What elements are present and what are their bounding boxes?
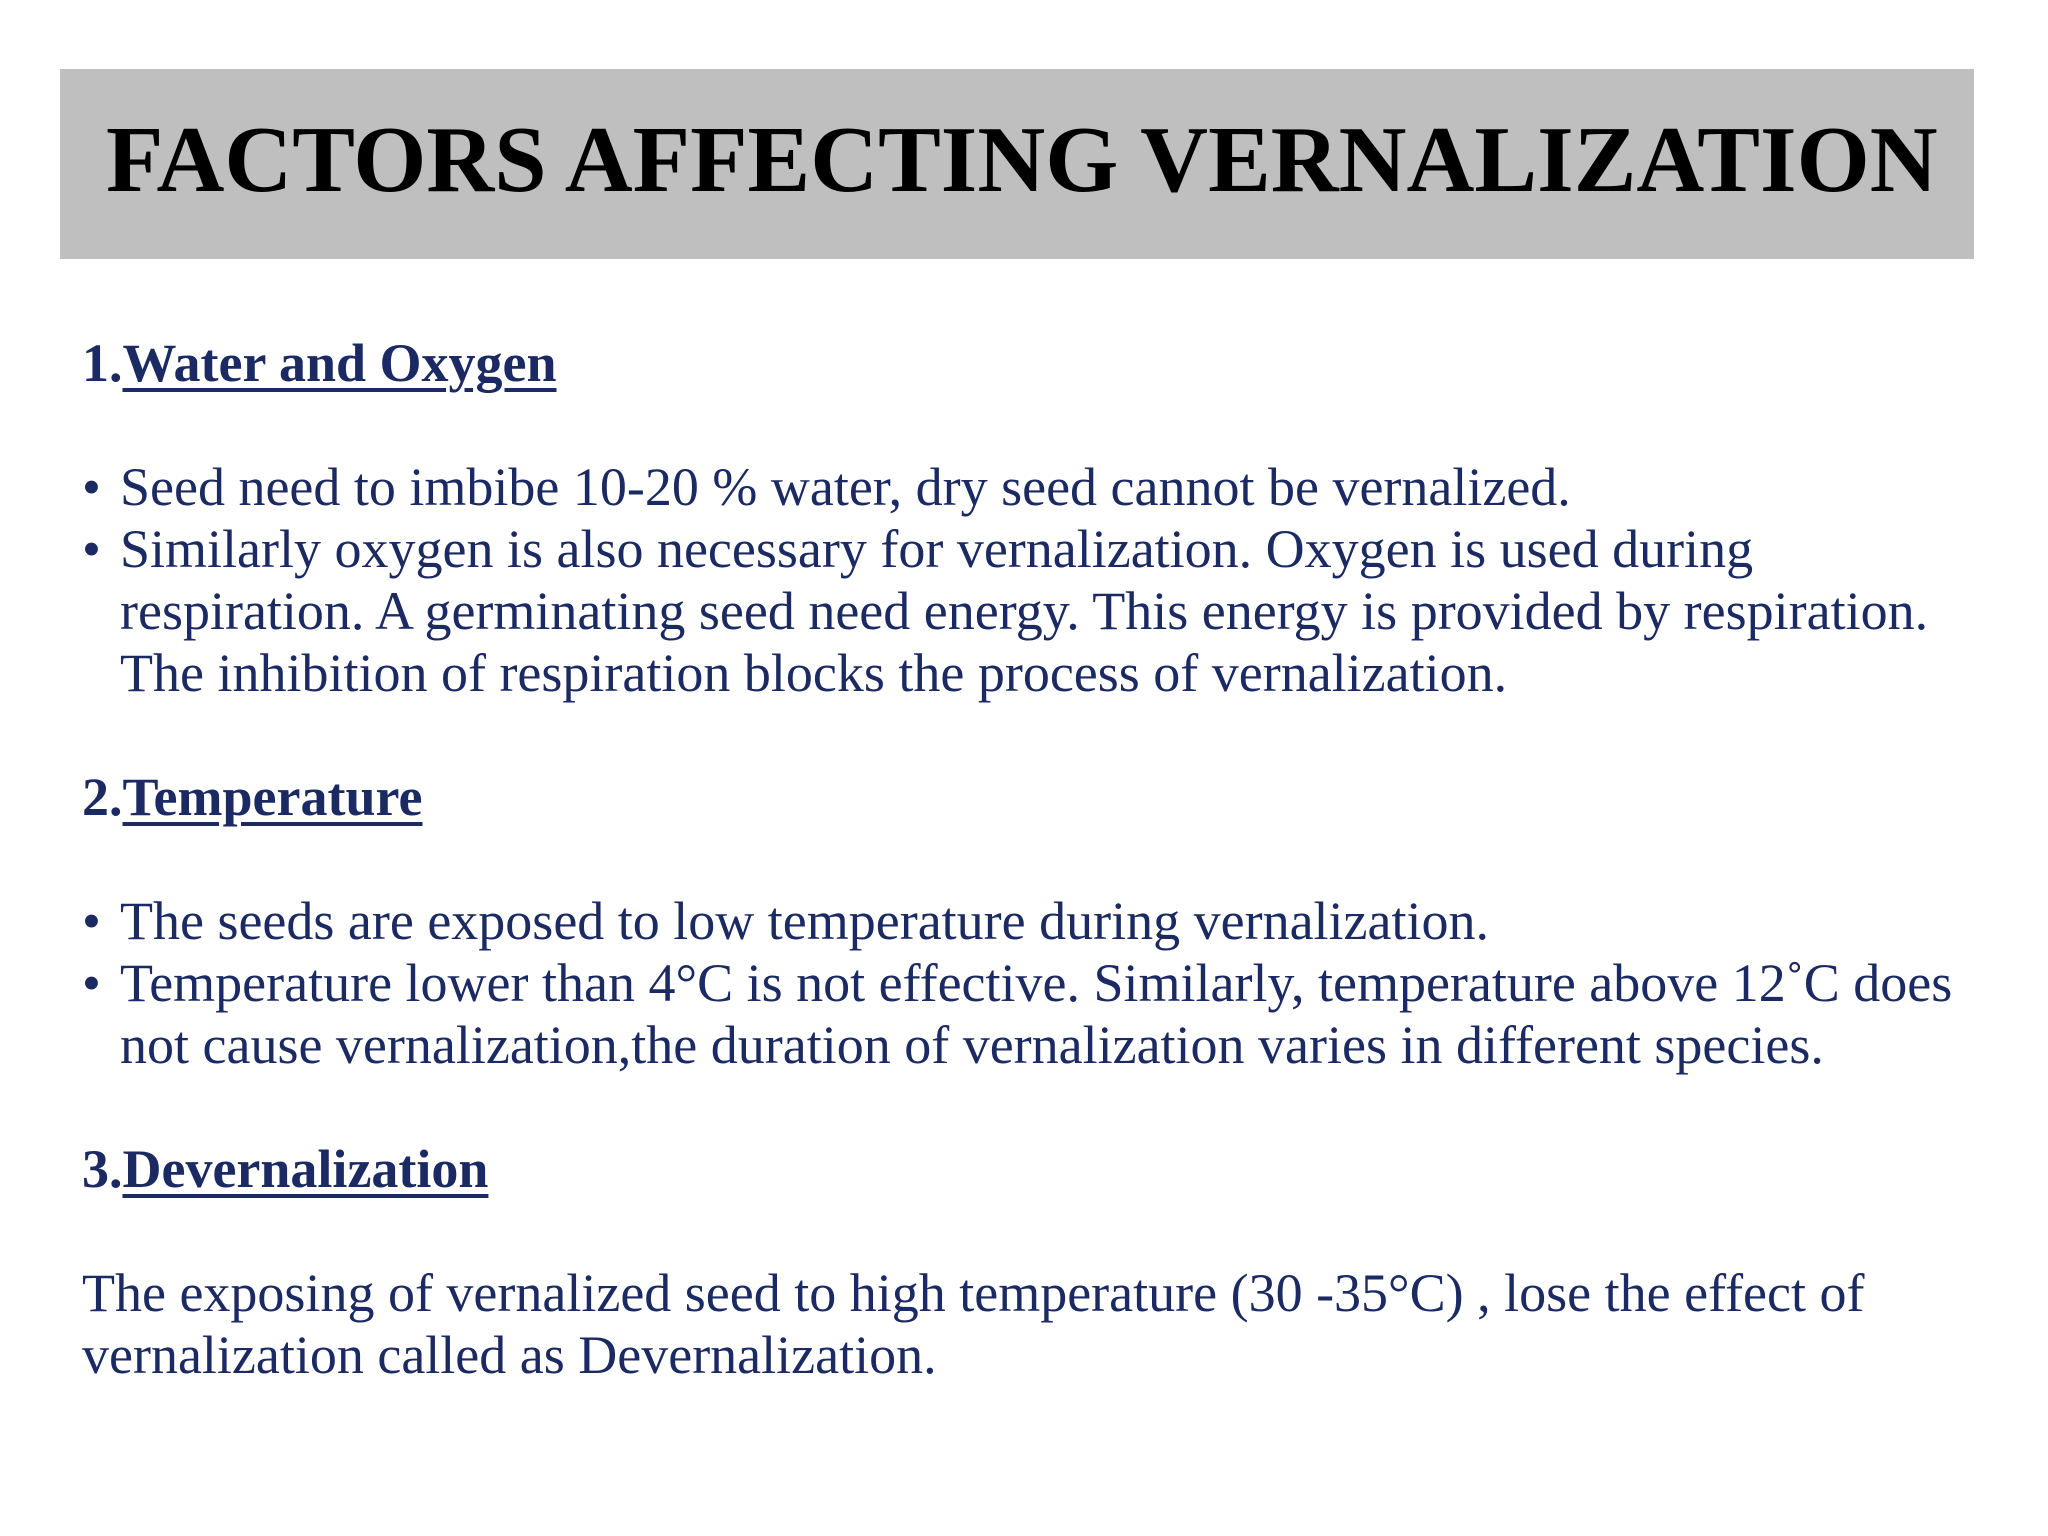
section-heading-devernalization	[82, 1138, 2002, 1200]
bullet-text: Similarly oxygen is also necessary for vernalization. Oxygen is used during respiration. A germinating seed need energy. This energy is provided by respiration. The inhibition of respiration blocks the process of vernalization.	[120, 519, 1929, 703]
slide-title: FACTORS AFFECTING VERNALIZATION	[106, 108, 1938, 212]
bullet-icon: •	[82, 519, 101, 579]
section-heading-temperature	[82, 766, 2002, 828]
title-bar	[60, 69, 1974, 259]
section-title: Temperature	[122, 767, 423, 827]
section-title: Devernalization	[122, 1139, 489, 1199]
bullet-text: The seeds are exposed to low temperature during vernalization.	[120, 891, 1489, 951]
section-heading-water-oxygen	[82, 332, 2002, 394]
list-item	[82, 518, 2002, 704]
list-item	[82, 456, 2002, 518]
devernalization-paragraph: The exposing of vernalized seed to high temperature (30 -35°C) , lose the effect of vernalization called as Devernalization.	[82, 1263, 1865, 1385]
list-item	[82, 890, 2002, 952]
bullet-text: Temperature lower than 4°C is not effective. Similarly, temperature above 12˚C does not cause vernalization,the duration of vernalization varies in different species.	[120, 953, 1953, 1075]
section-number: 3.	[82, 1139, 123, 1199]
slide-content	[82, 332, 2002, 1386]
bullet-list-water-oxygen	[82, 456, 2002, 704]
bullet-list-temperature	[82, 890, 2002, 1076]
section-number: 2.	[82, 767, 123, 827]
section-number: 1.	[82, 333, 123, 393]
bullet-text: Seed need to imbibe 10-20 % water, dry seed cannot be vernalized.	[120, 457, 1571, 517]
bullet-icon: •	[82, 891, 101, 951]
list-item	[82, 952, 2002, 1076]
bullet-icon: •	[82, 457, 101, 517]
section-title: Water and Oxygen	[122, 333, 557, 393]
bullet-icon: •	[82, 953, 101, 1013]
